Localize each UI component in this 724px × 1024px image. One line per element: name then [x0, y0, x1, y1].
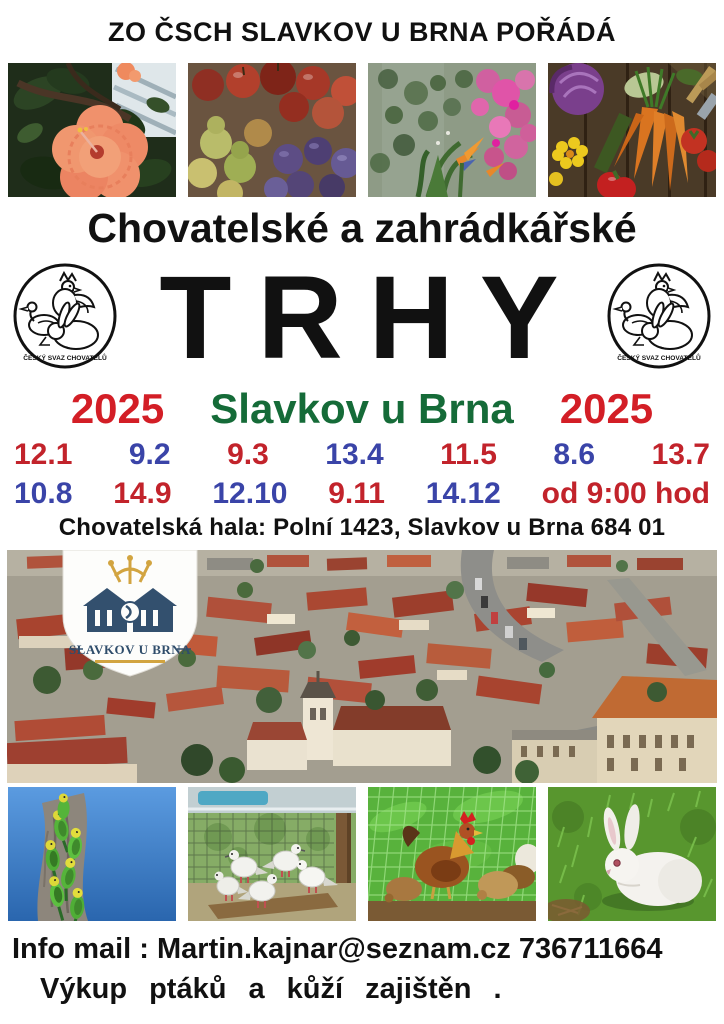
- photo-pigeons: [188, 787, 356, 921]
- year-right: 2025: [559, 385, 654, 433]
- chickens-photo-art: [368, 787, 536, 921]
- photo-hibiscus: [8, 63, 176, 197]
- date: 8.6: [553, 438, 596, 472]
- date: 9.2: [128, 438, 171, 472]
- date: 9.3: [227, 438, 269, 472]
- year-place-row: [0, 385, 724, 433]
- date: 11.5: [440, 438, 497, 472]
- photo-rabbit: [548, 787, 716, 921]
- start-time: od 9:00 hod: [541, 476, 710, 510]
- photo-town-aerial: [7, 550, 717, 783]
- csch-logo-right: [604, 263, 714, 373]
- buyback-note-line: Výkup ptáků a kůží zajištěn .: [40, 973, 502, 1006]
- slavkov-town-badge: [55, 550, 205, 678]
- photo-garden-flowers: [368, 63, 536, 197]
- photo-fruit: [188, 63, 356, 197]
- info-contact-line: Info mail : Martin.kajnar@seznam.cz 736711664: [12, 933, 663, 966]
- dates-row-1: [0, 438, 724, 473]
- place-name: Slavkov u Brna: [210, 385, 514, 433]
- top-photo-strip: [0, 63, 724, 197]
- date: 10.8: [14, 476, 73, 510]
- photo-budgerigars: [8, 787, 176, 921]
- title-row: [0, 252, 724, 384]
- organiser-title: ZO ČSCH SLAVKOV U BRNA POŘÁDÁ: [107, 17, 616, 47]
- event-title: TRHY: [159, 252, 585, 385]
- garden-photo-art: [368, 63, 536, 197]
- csch-logo-left: [10, 263, 120, 373]
- fruit-photo-art: [188, 63, 356, 197]
- date: 13.7: [651, 438, 710, 472]
- event-heading: Chovatelské a zahrádkářské: [87, 205, 637, 251]
- budgerigars-photo-art: [8, 787, 176, 921]
- date: 12.1: [14, 438, 73, 472]
- venue-address: Chovatelská hala: Polní 1423, Slavkov u Brna 684 01: [58, 514, 666, 542]
- photo-chickens: [368, 787, 536, 921]
- badge-town-name: SLAVKOV U BRNA: [68, 642, 192, 658]
- photo-vegetables: [548, 63, 716, 197]
- pigeons-photo-art: [188, 787, 356, 921]
- date: 9.11: [328, 476, 385, 510]
- date: 12.10: [212, 476, 288, 510]
- vegetables-photo-art: [548, 63, 716, 197]
- hibiscus-photo-art: [8, 63, 176, 197]
- rabbit-photo-art: [548, 787, 716, 921]
- bottom-photo-strip: [0, 787, 724, 921]
- year-left: 2025: [70, 385, 165, 433]
- dates-row-2: [0, 477, 724, 512]
- csch-caption-left: ČESKÝ SVAZ CHOVATELŮ: [23, 355, 107, 363]
- csch-caption-right: ČESKÝ SVAZ CHOVATELŮ: [617, 355, 701, 363]
- date: 13.4: [325, 438, 384, 472]
- date: 14.12: [425, 476, 501, 510]
- date: 14.9: [113, 476, 172, 510]
